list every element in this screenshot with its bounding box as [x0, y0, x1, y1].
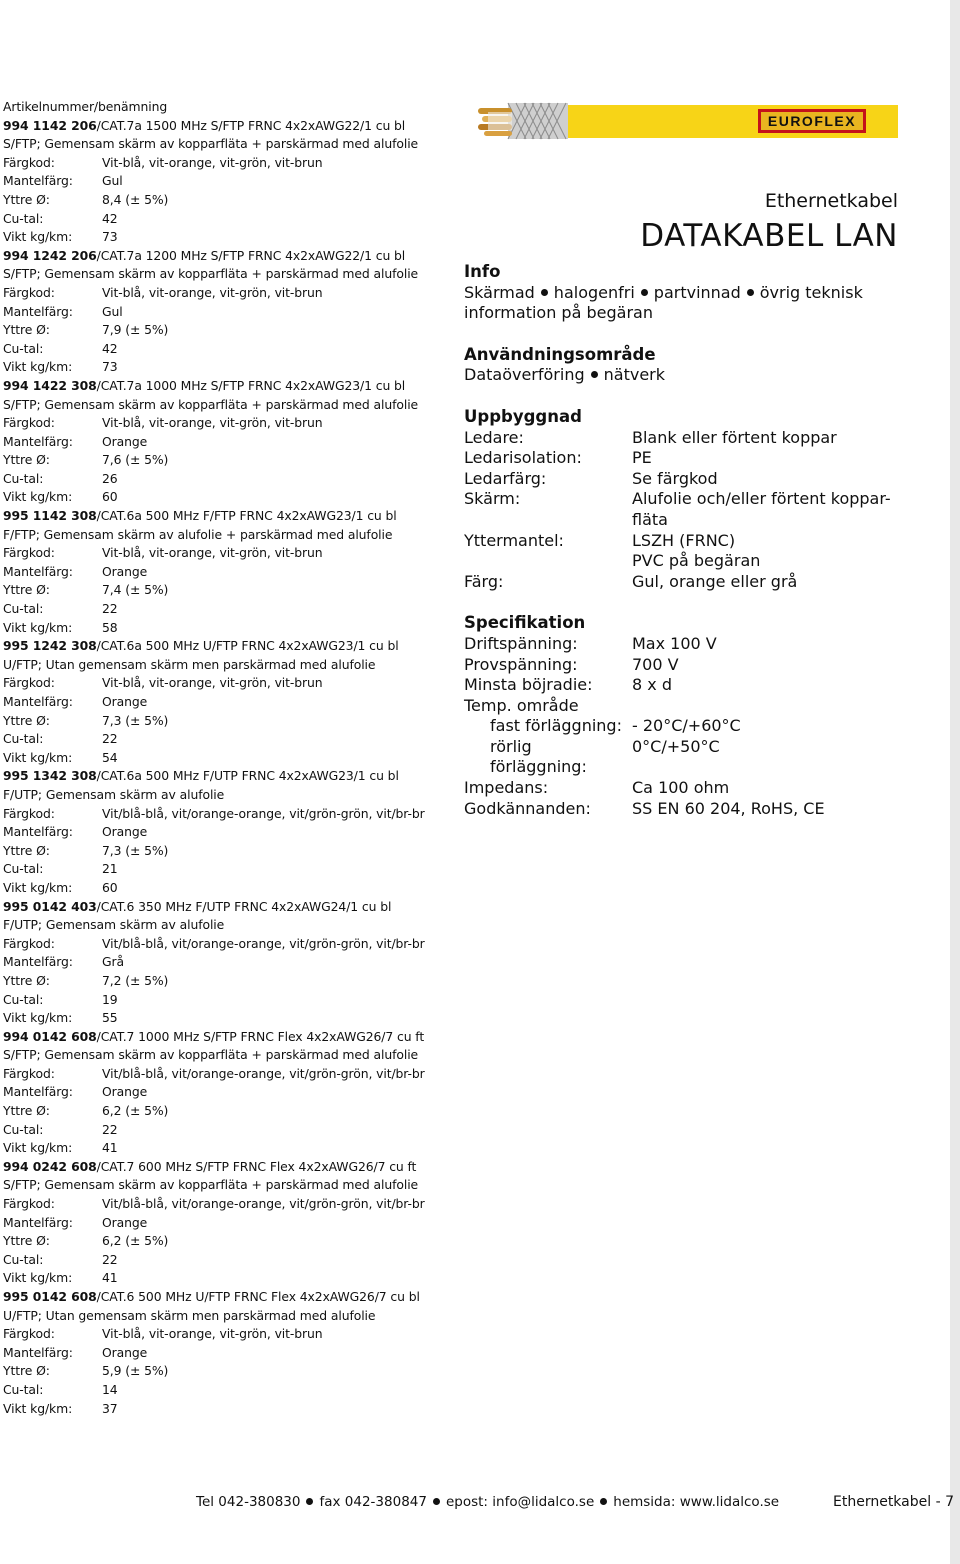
info-item: Skärmad: [464, 282, 535, 302]
product-id: 994 0142 608: [3, 1028, 97, 1044]
product-category: /CAT.7a 1200 MHz S/FTP FRNC 4x2xAWG22/1 cu bl: [96, 247, 406, 263]
product-attr-yttre: Yttre Ø: 6,2 (± 5%): [3, 1103, 169, 1119]
product-attr-mantelfarg: Mantelfärg: Gul: [3, 173, 123, 189]
product-id: 995 1142 308: [3, 508, 97, 524]
product-attr-cutal: Cu-tal: 42: [3, 210, 118, 226]
info-heading: Info: [464, 262, 501, 281]
product-description: U/FTP; Utan gemensam skärm men parskärmad med alufolie: [3, 656, 376, 672]
construction-row-continued: fläta: [632, 509, 668, 529]
product-id: 995 1242 308: [3, 638, 97, 654]
info-item: partvinnad: [653, 282, 741, 302]
product-category: /CAT.6 350 MHz F/UTP FRNC 4x2xAWG24/1 cu bl: [96, 898, 392, 914]
product-attr-yttre: Yttre Ø: 7,3 (± 5%): [3, 712, 169, 728]
product-attr-yttre: Yttre Ø: 8,4 (± 5%): [3, 191, 169, 207]
product-entry: [3, 377, 453, 507]
product-attr-yttre: Yttre Ø: 7,2 (± 5%): [3, 972, 169, 988]
product-attr-fargkod: Färgkod: Vit/blå-blå, vit/orange-orange, vit/grön-grön, vit/br-br: [3, 935, 425, 951]
product-attr-cutal: Cu-tal: 21: [3, 861, 118, 877]
product-attr-yttre: Yttre Ø: 7,3 (± 5%): [3, 842, 169, 858]
usage-heading: Användningsområde: [464, 344, 656, 364]
page-number: Ethernetkabel - 7: [833, 1494, 954, 1510]
spec-row: Provspänning: 700 V: [464, 654, 679, 674]
construction-row-continued: PVC på begäran: [632, 551, 761, 571]
product-entry: [3, 637, 453, 767]
product-list-heading: Artikelnummer/benämning: [3, 99, 168, 114]
product-description: S/FTP; Gemensam skärm av kopparfläta + parskärmad med alufolie: [3, 136, 419, 152]
product-attr-mantelfarg: Mantelfärg: Grå: [3, 954, 124, 970]
product-attr-fargkod: Färgkod: Vit-blå, vit-orange, vit-grön, vit-brun: [3, 545, 323, 561]
spec-row: Godkännanden: SS EN 60 204, RoHS, CE: [464, 798, 825, 818]
product-attr-mantelfarg: Mantelfärg: Orange: [3, 563, 148, 579]
info-item: halogenfri: [553, 282, 635, 302]
svg-text:EUROFLEX: EUROFLEX: [767, 113, 857, 129]
product-attr-mantelfarg: Mantelfärg: Orange: [3, 694, 148, 709]
product-description: F/UTP; Gemensam skärm av alufolie: [3, 786, 225, 802]
product-description: S/FTP; Gemensam skärm av kopparfläta + parskärmad med alufolie: [3, 1047, 419, 1063]
cable-image: [478, 102, 898, 142]
product-category: /CAT.7 1000 MHz S/FTP FRNC Flex 4x2xAWG26/7 cu ft: [96, 1028, 425, 1044]
footer-tel: Tel 042-380830: [196, 1494, 301, 1510]
product-title: [3, 377, 453, 396]
product-description: U/FTP; Utan gemensam skärm men parskärmad med alufolie: [3, 1307, 376, 1323]
product-entry: [3, 507, 453, 637]
product-title: [3, 1288, 453, 1307]
page-title: DATAKABEL LAN: [640, 218, 898, 254]
product-category: /CAT.6 500 MHz U/FTP FRNC Flex 4x2xAWG26/7 cu bl: [96, 1289, 420, 1304]
product-attr-yttre: Yttre Ø: 7,9 (± 5%): [3, 322, 169, 338]
temp-label: Temp. område: [464, 695, 579, 715]
footer-website[interactable]: hemsida: www.lidalco.se: [613, 1494, 780, 1510]
product-attr-vikt: Vikt kg/km: 55: [3, 1010, 118, 1026]
product-attr-mantelfarg: Mantelfärg: Orange: [3, 1344, 148, 1360]
product-title: [3, 117, 453, 136]
product-attr-fargkod: Färgkod: Vit-blå, vit-orange, vit-grön, vit-brun: [3, 284, 323, 300]
bullet-icon: [600, 1498, 607, 1505]
product-id: 994 1142 206: [3, 117, 97, 133]
spec-row: rörlig förläggning: 0°C/+50°C: [490, 736, 720, 777]
usage-line: [464, 365, 904, 386]
bullet-icon: [591, 371, 598, 378]
product-attr-mantelfarg: Mantelfärg: Orange: [3, 824, 148, 840]
construction-row: Ledarfärg: Se färgkod: [464, 468, 718, 488]
spec-row: Minsta böjradie: 8 x d: [464, 675, 672, 695]
product-category: /CAT.7a 1500 MHz S/FTP FRNC 4x2xAWG22/1 cu bl: [96, 117, 406, 133]
product-attr-vikt: Vikt kg/km: 73: [3, 359, 118, 375]
product-entry: [3, 767, 453, 897]
product-attr-cutal: Cu-tal: 22: [3, 1121, 118, 1137]
product-attr-mantelfarg: Mantelfärg: Orange: [3, 433, 148, 449]
usage-item: Dataöverföring: [464, 365, 585, 385]
footer-email[interactable]: epost: info@lidalco.se: [445, 1494, 595, 1510]
info-item: övrig teknisk: [759, 282, 863, 302]
product-attr-yttre: Yttre Ø: 7,6 (± 5%): [3, 452, 169, 468]
euroflex-logo: [758, 109, 866, 133]
product-attr-cutal: Cu-tal: 14: [3, 1381, 118, 1397]
product-attr-vikt: Vikt kg/km: 41: [3, 1270, 118, 1286]
product-description: F/FTP; Gemensam skärm av alufolie + parskärmad med alufolie: [3, 526, 393, 542]
product-entry: [3, 1028, 453, 1158]
construction-row: Yttermantel: LSZH (FRNC): [464, 530, 736, 550]
product-attr-fargkod: Färgkod: Vit-blå, vit-orange, vit-grön, vit-brun: [3, 154, 323, 170]
product-attr-mantelfarg: Mantelfärg: Gul: [3, 303, 123, 319]
construction-row: Ledarisolation: PE: [464, 448, 652, 468]
product-attr-fargkod: Färgkod: Vit/blå-blå, vit/orange-orange, vit/grön-grön, vit/br-br: [3, 1196, 425, 1212]
product-attr-cutal: Cu-tal: 19: [3, 991, 118, 1007]
product-id: 994 1242 206: [3, 247, 97, 263]
product-entry: [3, 247, 453, 377]
spec-row: fast förläggning: - 20°C/+60°C: [490, 716, 741, 736]
product-attr-vikt: Vikt kg/km: 58: [3, 619, 118, 635]
product-category: /CAT.7a 1000 MHz S/FTP FRNC 4x2xAWG23/1 cu bl: [96, 377, 406, 393]
construction-table: [464, 428, 904, 593]
product-attr-fargkod: Färgkod: Vit/blå-blå, vit/orange-orange, vit/grön-grön, vit/br-br: [3, 805, 425, 821]
spec-heading: Specifikation: [464, 613, 586, 633]
product-entry: [3, 898, 453, 1028]
product-attr-yttre: Yttre Ø: 6,2 (± 5%): [3, 1233, 169, 1249]
construction-row: Skärm: Alufolie och/eller förtent koppar-: [464, 489, 891, 509]
bullet-icon: [541, 289, 548, 296]
product-title: [3, 247, 453, 266]
product-id: 995 0142 608: [3, 1289, 97, 1304]
spec-panel: [464, 262, 904, 819]
product-entry: [3, 1288, 453, 1418]
footer-contact: [196, 1494, 779, 1510]
product-category: /CAT.6a 500 MHz U/FTP FRNC 4x2xAWG23/1 cu bl: [96, 638, 399, 654]
product-attr-cutal: Cu-tal: 42: [3, 340, 118, 356]
product-id: 995 0142 403: [3, 898, 97, 914]
product-title: [3, 1158, 453, 1177]
product-title: [3, 1028, 453, 1047]
info-line-2: information på begäran: [464, 303, 653, 323]
bullet-icon: [747, 289, 754, 296]
product-attr-vikt: Vikt kg/km: 41: [3, 1140, 118, 1156]
product-attr-cutal: Cu-tal: 22: [3, 731, 118, 747]
product-attr-fargkod: Färgkod: Vit-blå, vit-orange, vit-grön, vit-brun: [3, 675, 323, 691]
products-container: [3, 117, 453, 1419]
product-id: 995 1342 308: [3, 768, 97, 784]
bullet-icon: [433, 1498, 440, 1505]
product-attr-vikt: Vikt kg/km: 60: [3, 879, 118, 895]
product-title: [3, 637, 453, 656]
product-category: /CAT.7 600 MHz S/FTP FRNC Flex 4x2xAWG26/7 cu ft: [96, 1158, 417, 1174]
product-attr-cutal: Cu-tal: 22: [3, 1251, 118, 1267]
construction-heading: Uppbyggnad: [464, 406, 582, 426]
product-title: [3, 898, 453, 917]
usage-item: nätverk: [603, 365, 665, 385]
cable-conductors: [478, 108, 512, 136]
spec-row: Impedans: Ca 100 ohm: [464, 778, 730, 798]
product-attr-cutal: Cu-tal: 26: [3, 470, 118, 486]
bullet-icon: [306, 1498, 313, 1505]
product-category: /CAT.6a 500 MHz F/FTP FRNC 4x2xAWG23/1 cu bl: [96, 508, 397, 524]
product-description: S/FTP; Gemensam skärm av kopparfläta + parskärmad med alufolie: [3, 1177, 419, 1193]
product-attr-fargkod: Färgkod: Vit/blå-blå, vit/orange-orange, vit/grön-grön, vit/br-br: [3, 1065, 425, 1081]
product-attr-fargkod: Färgkod: Vit-blå, vit-orange, vit-grön, vit-brun: [3, 415, 323, 431]
product-id: 994 1422 308: [3, 377, 97, 393]
construction-row: Färg: Gul, orange eller grå: [464, 571, 798, 591]
product-attr-yttre: Yttre Ø: 5,9 (± 5%): [3, 1363, 169, 1379]
product-attr-vikt: Vikt kg/km: 54: [3, 749, 118, 765]
product-description: S/FTP; Gemensam skärm av kopparfläta + parskärmad med alufolie: [3, 396, 419, 412]
product-attr-mantelfarg: Mantelfärg: Orange: [3, 1214, 148, 1230]
spec-row: Driftspänning: Max 100 V: [464, 633, 717, 653]
page-edge-stripe: [950, 0, 960, 1564]
product-title: [3, 767, 453, 786]
product-description: S/FTP; Gemensam skärm av kopparfläta + parskärmad med alufolie: [3, 266, 419, 282]
product-entry: [3, 117, 453, 247]
product-entry: [3, 1158, 453, 1288]
product-attr-cutal: Cu-tal: 22: [3, 601, 118, 617]
product-list: [3, 98, 453, 1418]
product-title: [3, 507, 453, 526]
product-description: F/UTP; Gemensam skärm av alufolie: [3, 917, 225, 933]
bullet-icon: [641, 289, 648, 296]
product-id: 994 0242 608: [3, 1158, 97, 1174]
product-attr-mantelfarg: Mantelfärg: Orange: [3, 1084, 148, 1100]
product-attr-yttre: Yttre Ø: 7,4 (± 5%): [3, 582, 169, 598]
product-attr-vikt: Vikt kg/km: 60: [3, 489, 118, 505]
page-subtitle: Ethernetkabel: [764, 190, 898, 212]
product-category: /CAT.6a 500 MHz F/UTP FRNC 4x2xAWG23/1 cu bl: [96, 768, 399, 784]
product-attr-vikt: Vikt kg/km: 37: [3, 1400, 118, 1416]
footer-fax: fax 042-380847: [319, 1494, 427, 1510]
product-attr-fargkod: Färgkod: Vit-blå, vit-orange, vit-grön, vit-brun: [3, 1326, 323, 1342]
product-attr-vikt: Vikt kg/km: 73: [3, 229, 118, 245]
construction-row: Ledare: Blank eller förtent koppar: [464, 427, 837, 447]
info-line-1: [464, 283, 904, 304]
